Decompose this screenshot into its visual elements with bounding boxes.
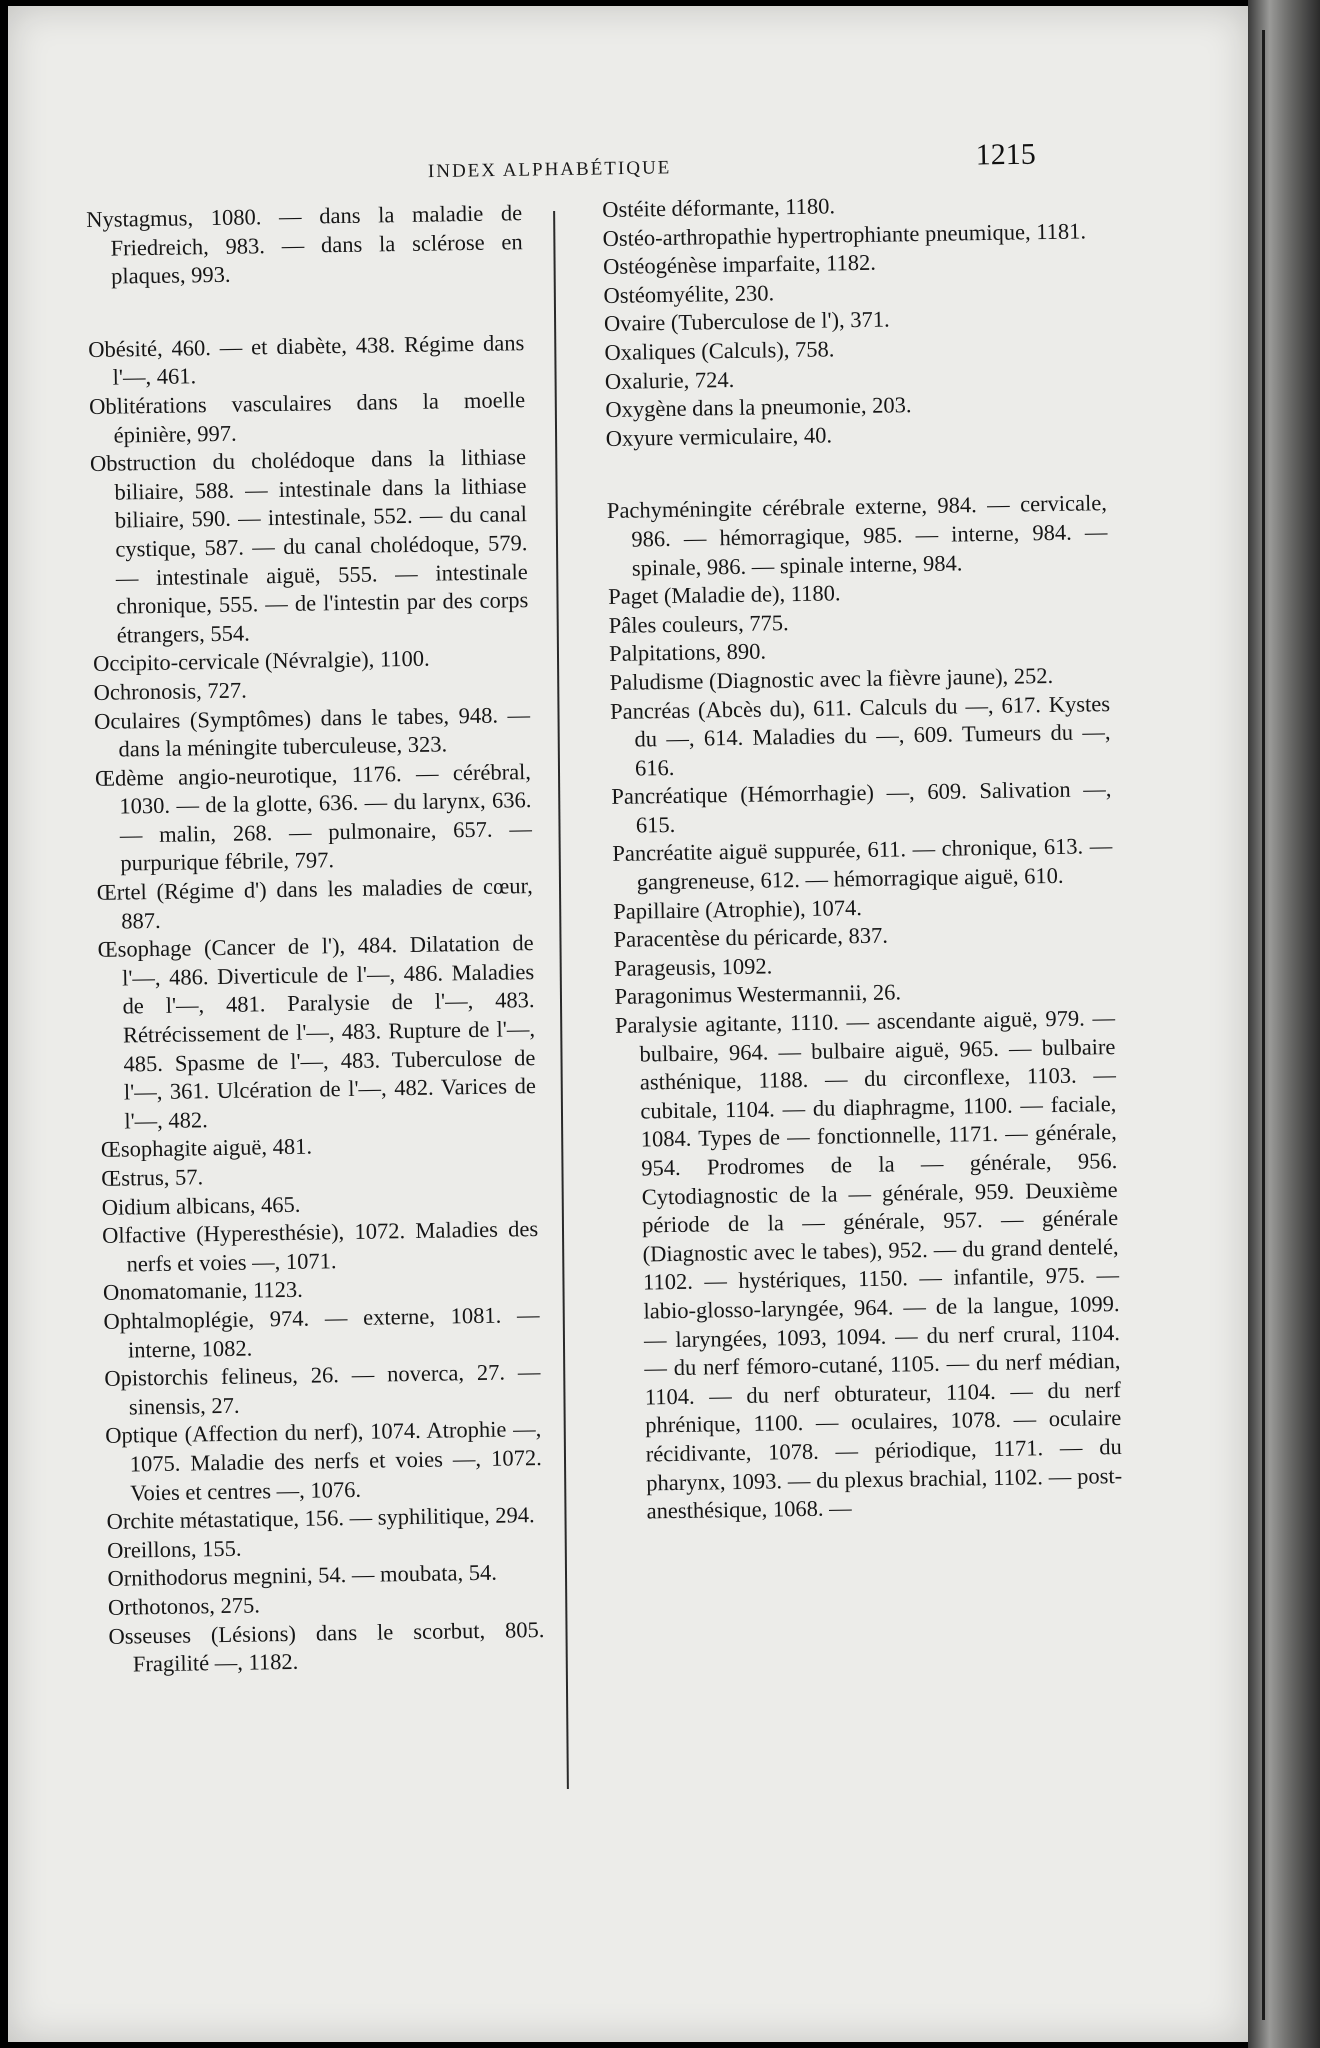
index-entry: Ostéogénèse imparfaite, 1182.: [602, 249, 877, 280]
index-entry: Nystagmus, 1080. — dans la maladie de Friedreich, 983. — dans la sclérose en plaques, 993.: [86, 200, 523, 289]
index-entry: Paracentèse du péricarde, 837.: [613, 922, 889, 953]
index-entry: Œstrus, 57.: [101, 1164, 204, 1191]
index-entry: Pachyméningite cérébrale externe, 984. — cervicale, 986. — hémorragique, 985. — interne, 984. — spinale, 986. — spinale interne, 984.: [606, 490, 1108, 581]
index-entry: Pâles couleurs, 775.: [608, 609, 789, 638]
index-column-right: [602, 188, 1123, 1526]
index-entry: Paragonimus Westermannii, 26.: [614, 979, 902, 1010]
running-head: INDEX ALPHABÉTIQUE: [427, 157, 672, 183]
index-entry: Oblitérations vasculaires dans la moelle épinière, 997.: [88, 387, 526, 448]
index-entry: Oculaires (Symptômes) dans le tabes, 948. — dans la méningite tuberculeuse, 323.: [93, 701, 531, 762]
index-entry: Optique (Affection du nerf), 1074. Atrophie —, 1075. Maladie des nerfs et voies —, 1072. Voies et centres —, 1076.: [105, 1416, 542, 1505]
index-entry: Ostéomyélite, 230.: [603, 280, 775, 308]
index-entry: Œrtel (Régime d') dans les maladies de cœur, 887.: [96, 873, 533, 934]
index-entry: Ostéo-arthropathie hypertrophiante pneumique, 1181.: [602, 217, 1087, 251]
index-entry: Œsophagite aiguë, 481.: [100, 1133, 313, 1163]
index-entry: Ovaire (Tuberculose de l'), 371.: [603, 306, 890, 337]
page-edge: [1262, 30, 1265, 2020]
index-entry: Occipito-cervicale (Névralgie), 1100.: [92, 645, 430, 677]
index-entry: Oidium albicans, 465.: [101, 1191, 301, 1220]
index-entry: Pancréatique (Hémorrhagie) —, 609. Salivation —, 615.: [611, 776, 1112, 838]
index-entry: Pancréatite aiguë suppurée, 611. — chronique, 613. — gangreneuse, 612. — hémorragique aiguë, 610.: [612, 833, 1113, 895]
index-entry: Paralysie agitante, 1110. — ascendante aiguë, 979. — bulbaire, 964. — bulbaire aiguë, 965. — bulbaire asthénique, 1188. — du circonflexe, 1103. — cubitale, 1104. — du diaphragme, 1100. — faciale, 1084. Types de — fonctionnelle, 1171. — générale, 954. Prodromes de la — générale, 956. Cytodiagnostic de la — générale, 959. Deuxième période de la — générale, 957. — générale (Diagnostic avec le tabes), 952. — du grand dentelé, 1102. — hystériques, 1150. — infantile, 975. — labio-glosso-laryngée, 964. — de la langue, 1099. — laryngées, 1093, 1094. — du nerf crural, 1104. — du nerf fémoro-cutané, 1105. — du nerf médian, 1104. — du nerf obturateur, 1104. — du nerf phrénique, 1100. — oculaires, 1078. — oculaire récidivante, 1078. — périodique, 1171. — du pharynx, 1093. — du plexus brachial, 1102. — post-anesthésique, 1068. —: [614, 1005, 1123, 1524]
index-entry: Ophtalmoplégie, 974. — externe, 1081. — interne, 1082.: [103, 1301, 540, 1363]
index-entry: Pancréas (Abcès du), 611. Calculs du —, 617. Kystes du —, 614. Maladies du —, 609. Tumeurs du —, 616.: [609, 690, 1111, 781]
index-entry: Oxyure vermiculaire, 40.: [605, 422, 833, 451]
index-entry: Ornithodorus megnini, 54. — moubata, 54.: [107, 1560, 498, 1592]
index-entry: Palpitations, 890.: [608, 638, 767, 667]
book-gutter: [1248, 0, 1320, 2048]
index-entry: Olfactive (Hyperesthésie), 1072. Maladies des nerfs et voies —, 1071.: [101, 1216, 539, 1277]
index-column-left: [86, 199, 545, 1679]
page-number: 1215: [975, 137, 1036, 172]
index-entry: Ostéite déformante, 1180.: [602, 193, 836, 222]
index-entry: Obstruction du cholédoque dans la lithiase biliaire, 588. — intestinale dans la lithiase biliaire, 590. — intestinale, 552. — du canal cystique, 587. — du canal cholédoque, 579. — intestinale aiguë, 555. — intestinale chronique, 555. — de l'intestin par des corps étrangers, 554.: [89, 444, 529, 648]
column-divider: [553, 211, 569, 1789]
index-entry: Obésité, 460. — et diabète, 438. Régime dans l'—, 461.: [88, 329, 525, 390]
index-entry: Opistorchis felineus, 26. — noverca, 27. — sinensis, 27.: [104, 1359, 541, 1420]
index-entry: Paludisme (Diagnostic avec la fièvre jaune), 252.: [609, 662, 1054, 695]
index-entry: Onomatomanie, 1123.: [102, 1277, 304, 1306]
index-entry: Orthotonos, 275.: [107, 1592, 261, 1620]
index-entry: Parageusis, 1092.: [613, 953, 773, 981]
index-entry: Œsophage (Cancer de l'), 484. Dilatation de l'—, 486. Diverticule de l'—, 486. Maladies de l'—, 481. Paralysie de l'—, 483. Rétrécissement de l'—, 483. Rupture de l'—, 485. Spasme de l'—, 483. Tuberculose de l'—, 361. Ulcération de l'—, 482. Varices de l'—, 482.: [97, 930, 537, 1134]
index-entry: Papillaire (Atrophie), 1074.: [613, 894, 863, 924]
index-entry: Oreillons, 155.: [106, 1535, 242, 1563]
index-entry: Oxaliques (Calculs), 758.: [604, 336, 835, 365]
book-page: [8, 6, 1248, 2042]
index-entry: Osseuses (Lésions) dans le scorbut, 805. Fragilité —, 1182.: [108, 1616, 545, 1677]
index-entry: Paget (Maladie de), 1180.: [608, 580, 841, 610]
index-entry: Oxygène dans la pneumonie, 203.: [605, 392, 912, 423]
index-entry: Orchite métastatique, 156. — syphilitique, 294.: [106, 1502, 535, 1534]
index-entry: Oxalurie, 724.: [604, 366, 735, 394]
index-entry: Ochronosis, 727.: [93, 677, 247, 705]
index-entry: Œdème angio-neurotique, 1176. — cérébral, 1030. — de la glotte, 636. — du larynx, 636. — malin, 268. — pulmonaire, 657. — purpurique fébrile, 797.: [94, 758, 533, 877]
